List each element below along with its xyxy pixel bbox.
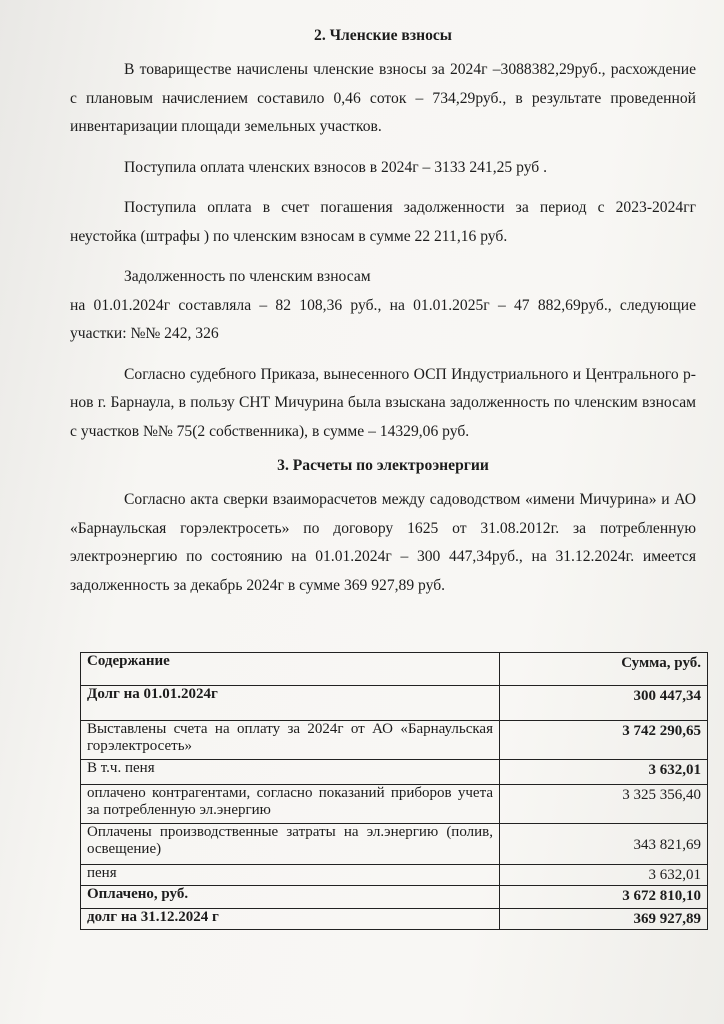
row-value: 3 742 290,65 [500, 721, 708, 760]
section-2-paragraph-1: В товариществе начислены членские взносы за 2024г –3088382,29руб., расхождение с плановым начислением составило 0,46 соток – 734,29руб., в результате проведенной инвентаризации площади земельных участков. [70, 61, 696, 135]
row-value: 3 325 356,40 [500, 785, 708, 824]
table-row [81, 909, 708, 930]
row-label: долг на 31.12.2024 г [81, 909, 500, 930]
header-content: Содержание [81, 653, 500, 686]
section-3-heading: 3. Расчеты по электроэнергии [277, 457, 489, 474]
table-header-row [81, 653, 708, 686]
section-3-paragraph-1: Согласно акта сверки взаиморасчетов между садоводством «имени Мичурина» и АО «Барнаульская горэлектросеть» по договору 1625 от 31.08.2012г. за потребленную электроэнергию по состоянию на 01.01.2024г – 300 447,34руб., на 31.12.2024г. имеется задолженность за декабрь 2024г в сумме 369 927,89 руб. [70, 491, 696, 594]
row-value: 3 632,01 [500, 865, 708, 886]
section-2-heading: 2. Членские взносы [314, 27, 452, 44]
section-2-paragraph-5: Согласно судебного Приказа, вынесенного ОСП Индустриального и Центрального р-нов г. Барнаула, в пользу СНТ Мичурина была взыскана задолженность по членским взносам с участков №№ 75(2 собственника), в сумме – 14329,06 руб. [70, 365, 696, 440]
table-row [81, 886, 708, 909]
row-value: 3 632,01 [500, 760, 708, 785]
table-row [81, 686, 708, 721]
electricity-settlement-table [80, 652, 708, 930]
section-2-paragraph-4-rest: на 01.01.2024г составляла – 82 108,36 руб., на 01.01.2025г – 47 882,69руб., следующие участки: №№ 242, 326 [70, 296, 696, 342]
row-value: 3 672 810,10 [500, 886, 708, 909]
section-2-paragraph-4-line-1: Задолженность по членским взносам [124, 268, 371, 285]
row-label: пеня [81, 865, 500, 886]
table-row [81, 721, 708, 760]
table-row [81, 824, 708, 865]
table-row [81, 785, 708, 824]
row-label: Оплачено, руб. [81, 886, 500, 909]
row-value: 369 927,89 [500, 909, 708, 930]
section-2-paragraph-3: Поступила оплата в счет погашения задолженности за период с 2023-2024гг неустойка (штрафы ) по членским взносам в сумме 22 211,16 руб. [70, 199, 696, 245]
row-label: оплачено контрагентами, согласно показаний приборов учета за потребленную эл.энергию [81, 785, 500, 824]
section-2-paragraph-2: Поступила оплата членских взносов в 2024г – 3133 241,25 руб . [124, 158, 548, 176]
row-value: 300 447,34 [500, 686, 708, 721]
header-sum: Сумма, руб. [500, 653, 708, 686]
table-row [81, 865, 708, 886]
row-value: 343 821,69 [500, 824, 708, 865]
row-label: Долг на 01.01.2024г [81, 686, 500, 721]
row-label: В т.ч. пеня [81, 760, 500, 785]
row-label: Оплачены производственные затраты на эл.энергию (полив, освещение) [81, 824, 500, 865]
row-label: Выставлены счета на оплату за 2024г от АО «Барнаульская горэлектросеть» [81, 721, 500, 760]
table-row [81, 760, 708, 785]
document-body [70, 22, 696, 600]
